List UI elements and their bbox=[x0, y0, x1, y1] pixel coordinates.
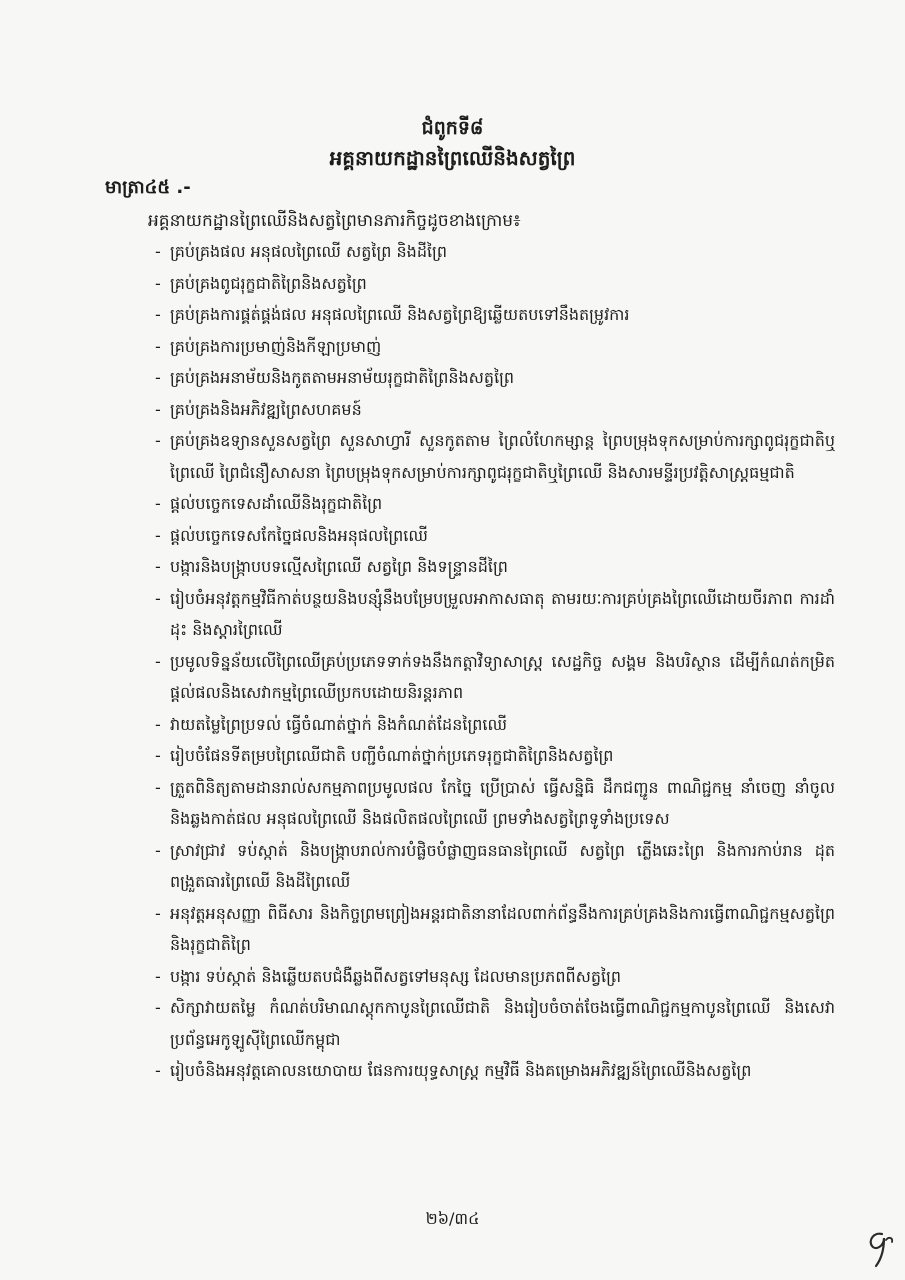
duty-text: រៀបចំនិងអនុវត្តគោលនយោបាយ ផែនការយុទ្ធសាស្ត្រ កម្មវិធី និងគម្រោងអភិវឌ្ឍន៍ព្រៃឈើនិងសត្វព្រៃ bbox=[170, 1061, 752, 1080]
chapter-title: អគ្គនាយកដ្ឋានព្រៃឈើនិងសត្វព្រៃ bbox=[329, 146, 576, 170]
article-label: មាត្រា៤៥ .- bbox=[105, 177, 191, 198]
duty-text: គ្រប់គ្រងអនាម័យនិងកូតតាមអនាម័យរុក្ខជាតិព្រៃនិងសត្វព្រៃ bbox=[170, 368, 515, 387]
bullet-dash: - bbox=[155, 746, 161, 765]
bullet-dash: - bbox=[155, 998, 161, 1017]
duty-item bbox=[155, 772, 835, 835]
page-number: ២៦/៣៤ bbox=[425, 1209, 480, 1228]
duty-item bbox=[155, 646, 835, 709]
duty-item bbox=[155, 520, 835, 552]
duty-text: គ្រប់គ្រងពូជរុក្ខជាតិព្រៃនិងសត្វព្រៃ bbox=[170, 273, 367, 293]
duty-item bbox=[155, 394, 835, 426]
bullet-dash: - bbox=[155, 777, 161, 797]
duty-item bbox=[155, 299, 835, 331]
duty-item bbox=[155, 362, 835, 394]
bullet-dash: - bbox=[155, 651, 161, 671]
bullet-dash: - bbox=[155, 431, 161, 450]
duty-text: រៀបចំអនុវត្តកម្មវិធីកាត់បន្ថយនិងបន្សុំនឹងបម្រែបម្រួលអាកាសធាតុ តាមរយៈការគ្រប់គ្រងព្រៃឈើដោយចីរភាព ការដាំដុះ និងស្តារព្រៃឈើ bbox=[170, 588, 835, 639]
duty-item bbox=[155, 992, 835, 1055]
duty-text: វាយតម្លៃព្រៃប្រទល់ ធ្វើចំណាត់ថ្នាក់ និងកំណត់ដែនព្រៃឈើ bbox=[170, 714, 507, 734]
duty-text: គ្រប់គ្រងការប្រមាញ់និងកីឡាប្រមាញ់ bbox=[170, 336, 382, 356]
duty-text: បង្ការ ទប់ស្កាត់ និងឆ្លើយតបជំងឺឆ្លងពីសត្វទៅមនុស្ស ដែលមានប្រភពពីសត្វព្រៃ bbox=[170, 966, 622, 986]
bullet-dash: - bbox=[155, 273, 161, 293]
duty-item bbox=[155, 236, 835, 268]
bullet-dash: - bbox=[155, 399, 161, 419]
duty-text: គ្រប់គ្រងការផ្គត់ផ្គង់ផល អនុផលព្រៃឈើ និងសត្វព្រៃឱ្យឆ្លើយតបទៅនឹងតម្រូវការ bbox=[170, 305, 630, 324]
duty-item bbox=[155, 1055, 835, 1087]
duty-item bbox=[155, 583, 835, 646]
duty-item bbox=[155, 898, 835, 961]
bullet-dash: - bbox=[155, 840, 161, 860]
bullet-dash: - bbox=[155, 588, 161, 608]
bullet-dash: - bbox=[155, 494, 161, 513]
duty-text: ផ្តល់បច្ចេកទេសដាំឈើនិងរុក្ខជាតិព្រៃ bbox=[170, 494, 383, 513]
duty-text: ស្រាវជ្រាវ ទប់ស្កាត់ និងបង្ក្រាបរាល់ការបំផ្លិចបំផ្លាញធនធានព្រៃឈើ សត្វព្រៃ ភ្លើងឆេះព្រៃ និងការកាប់រាន ដុត ពង្រួតធារព្រៃឈើ និងដីព្រៃឈើ bbox=[170, 840, 835, 891]
bullet-dash: - bbox=[155, 305, 161, 324]
handwritten-initial-icon bbox=[862, 1226, 896, 1270]
bullet-dash: - bbox=[155, 336, 161, 356]
duty-text: ត្រួតពិនិត្យតាមដានរាល់សកម្មភាពប្រមូលផល កែច្នៃ ប្រើប្រាស់ ធ្វើសន្និធិ ដឹកជញ្ជូន ពាណិជ្ជកម្ម នាំចេញ នាំចូល និងឆ្លងកាត់ផល អនុផលព្រៃឈើ និងផលិតផលព្រៃឈើ ព្រមទាំងសត្វព្រៃទូទាំងប្រទេស bbox=[170, 777, 835, 828]
bullet-dash: - bbox=[155, 714, 161, 734]
bullet-dash: - bbox=[155, 966, 161, 986]
bullet-dash: - bbox=[155, 368, 161, 387]
duty-text: គ្រប់គ្រងឧទ្យានសួនសត្វព្រៃ សួនសាហ្វារី សួនកូតតាម ព្រៃលំហែកម្សាន្ត ព្រៃបម្រុងទុកសម្រាប់ការក្សាពូជរុក្ខជាតិឬព្រៃឈើ ព្រៃជំនឿសាសនា ព្រៃបម្រុងទុកសម្រាប់ការក្សាពូជរុក្ខជាតិឬព្រៃឈើ និងសារមន្ទីរប្រវត្តិសាស្ត្រធម្មជាតិ bbox=[170, 431, 835, 482]
duty-item bbox=[155, 740, 835, 772]
bullet-dash: - bbox=[155, 903, 161, 923]
duty-text: អនុវត្តអនុសញ្ញា ពិធីសារ និងកិច្ចព្រមព្រៀងអន្តរជាតិនានាដែលពាក់ព័ន្ធនឹងការគ្រប់គ្រងនិងការធ្វើពាណិជ្ជកម្មសត្វព្រៃនិងរុក្ខជាតិព្រៃ bbox=[170, 903, 835, 954]
duty-text: គ្រប់គ្រងនិងអភិវឌ្ឍព្រៃសហគមន៍ bbox=[170, 399, 362, 419]
bullet-dash: - bbox=[155, 242, 161, 261]
duty-item bbox=[155, 331, 835, 363]
duty-item bbox=[155, 709, 835, 741]
duty-item bbox=[155, 961, 835, 993]
bullet-dash: - bbox=[155, 525, 161, 545]
duty-item bbox=[155, 551, 835, 583]
bullet-dash: - bbox=[155, 557, 161, 576]
duty-list bbox=[155, 236, 835, 1087]
duty-text: រៀបចំផែនទីតម្របព្រៃឈើជាតិ បញ្ជីចំណាត់ថ្នាក់ប្រភេទរុក្ខជាតិព្រៃនិងសត្វព្រៃ bbox=[170, 746, 614, 765]
duty-item bbox=[155, 268, 835, 300]
duty-text: ផ្តល់បច្ចេកទេសកែច្នៃផលនិងអនុផលព្រៃឈើ bbox=[170, 525, 428, 545]
duty-text: បង្ការនិងបង្រ្កាបបទល្មើសព្រៃឈើ សត្វព្រៃ និងទន្ទ្រានដីព្រៃ bbox=[170, 557, 508, 576]
duty-item bbox=[155, 835, 835, 898]
bullet-dash: - bbox=[155, 1061, 161, 1080]
duty-text: ប្រមូលទិន្នន័យលើព្រៃឈើគ្រប់ប្រភេទទាក់ទងនឹងកត្តាវិទ្យាសាស្ត្រ សេដ្ឋកិច្ច សង្គម និងបរិស្ថាន ដើម្បីកំណត់កម្រិតផ្តល់ផលនិងសេវាកម្មព្រៃឈើប្រកបដោយនិរន្តរភាព bbox=[170, 651, 835, 702]
duty-text: គ្រប់គ្រងផល អនុផលព្រៃឈើ សត្វព្រៃ និងដីព្រៃ bbox=[170, 242, 447, 261]
article-intro: អគ្គនាយកដ្ឋានព្រៃឈើនិងសត្វព្រៃមានភារកិច្ចដូចខាងក្រោម៖ bbox=[148, 211, 521, 231]
duty-text: សិក្សាវាយតម្លៃ កំណត់បរិមាណស្តុកកាបូនព្រៃឈើជាតិ និងរៀបចំចាត់ចែងធ្វើពាណិជ្ជកម្មកាបូនព្រៃឈើ និងសេវាប្រព័ន្ធអេកូឡូស៊ីព្រៃឈើកម្ពុជា bbox=[170, 998, 835, 1049]
duty-item bbox=[155, 488, 835, 520]
chapter-heading: ជំពូកទី៨ bbox=[421, 117, 484, 139]
duty-item bbox=[155, 425, 835, 488]
